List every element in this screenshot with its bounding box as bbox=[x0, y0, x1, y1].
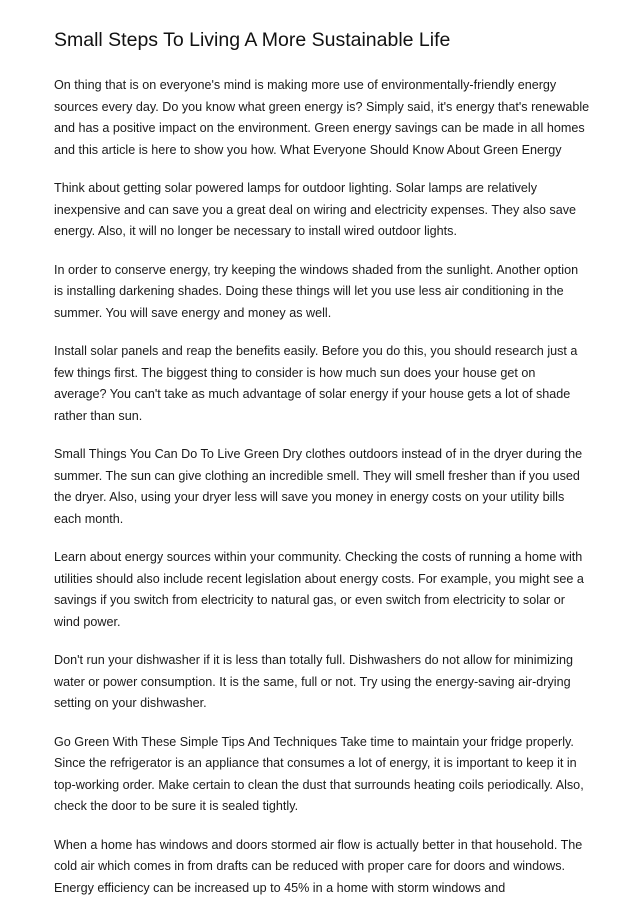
paragraph-8: Go Green With These Simple Tips And Techniques Take time to maintain your fridge properly. Since the refrigerator is an appliance that consumes a lot of energy, it is important to keep it in top-working order. Make certain to clean the dust that surrounds heating coils periodically. Also, check the door to be sure it is sealed tightly. bbox=[54, 734, 584, 813]
paragraph-5: Small Things You Can Do To Live Green Dry clothes outdoors instead of in the dryer during the summer. The sun can give clothing an incredible smell. They will smell fresher than if you used the dryer. Also, using your dryer less will save you money in energy costs on your utility bills each month. bbox=[54, 447, 583, 526]
paragraph-1: On thing that is on everyone's mind is making more use of environmentally-friendly energy sources every day. Do you know what green energy is? Simply said, it's energy that's renewable and has a positive impact on the environment. Green energy savings can be made in all homes and this article is here to show you how. What Everyone Should Know About Green Energy bbox=[54, 78, 590, 157]
paragraph-9: When a home has windows and doors stormed air flow is actually better in that household. The cold air which comes in from drafts can be reduced with proper care for doors and windows. Energy efficiency can be increased up to 45% in a home with storm windows and bbox=[54, 837, 583, 895]
paragraph-7: Don't run your dishwasher if it is less than totally full. Dishwashers do not allow for minimizing water or power consumption. It is the same, full or not. Try using the energy-saving air-drying setting on your dishwasher. bbox=[54, 653, 573, 710]
paragraph-4: Install solar panels and reap the benefits easily. Before you do this, you should research just a few things first. The biggest thing to consider is how much sun does your house get on average? You can't take as much advantage of solar energy if your house gets a lot of shade rather than sun. bbox=[54, 344, 578, 423]
paragraph-6: Learn about energy sources within your community. Checking the costs of running a home with utilities should also include recent legislation about energy costs. For example, you might see a savings if you switch from electricity to natural gas, or even switch from electricity to solar or wind power. bbox=[54, 550, 584, 629]
document-page bbox=[54, 26, 590, 916]
paragraph-3: In order to conserve energy, try keeping the windows shaded from the sunlight. Another option is installing darkening shades. Doing these things will let you use less air conditioning in the summer. You will save energy and money as well. bbox=[54, 262, 579, 320]
paragraph-2: Think about getting solar powered lamps for outdoor lighting. Solar lamps are relatively inexpensive and can save you a great deal on wiring and electricity expenses. They also save energy. Also, it will no longer be necessary to install wired outdoor lights. bbox=[54, 181, 577, 238]
document-title: Small Steps To Living A More Sustainable Life bbox=[54, 29, 451, 51]
